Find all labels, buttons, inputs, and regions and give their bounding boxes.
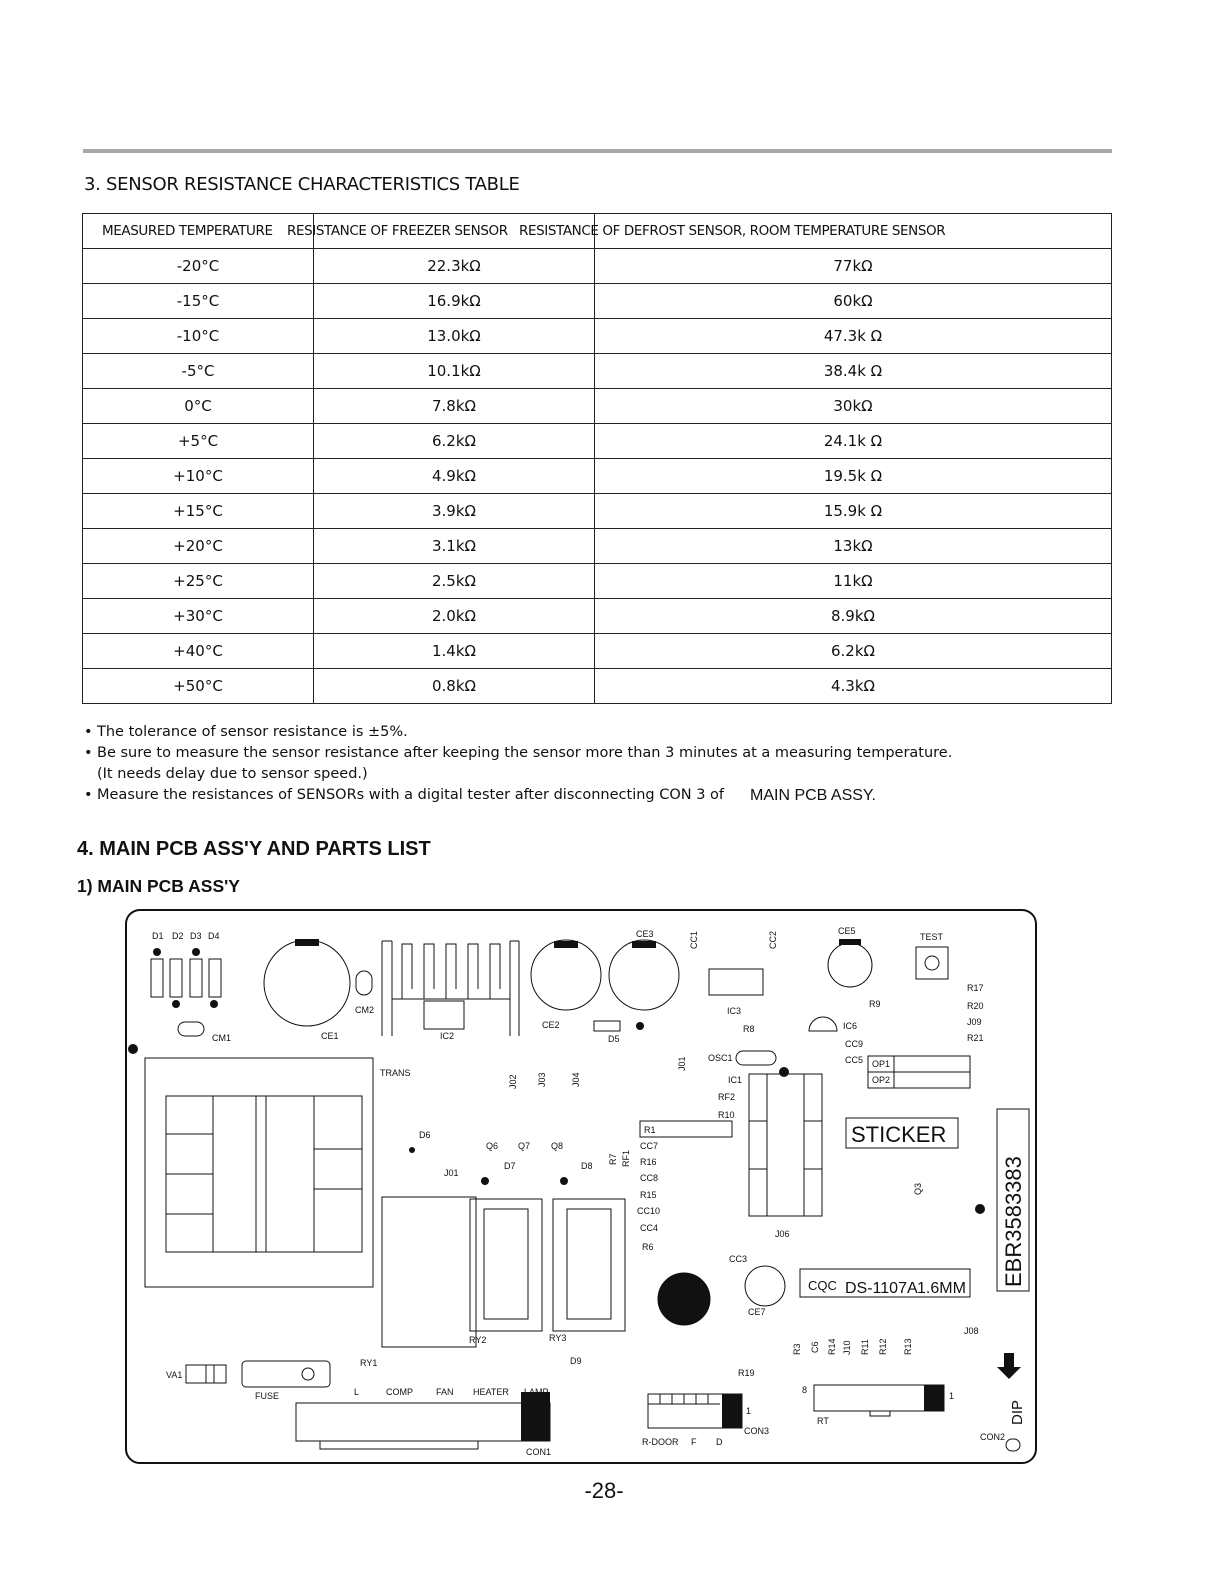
pcb-label-cm1: CM1 <box>212 1033 232 1043</box>
table-row <box>83 459 1112 494</box>
freezer-resistance-cell: 1.4kΩ <box>314 634 595 669</box>
temperature-cell: +20°C <box>83 529 314 564</box>
pcb-label-trans: TRANS <box>380 1068 411 1078</box>
pcb-label-r1: R1 <box>644 1125 656 1135</box>
header-temperature: MEASURED TEMPERATURE <box>83 214 314 249</box>
defrost-resistance-cell: 60kΩ <box>595 284 1112 319</box>
pcb-label-rf2: RF2 <box>718 1092 736 1102</box>
note-measure-delay: • Be sure to measure the sensor resistance after keeping the sensor more than 3 minutes at a measuring temperature. <box>84 743 952 764</box>
table-row <box>83 599 1112 634</box>
freezer-resistance-cell: 3.1kΩ <box>314 529 595 564</box>
pcb-label-rt: RT <box>817 1416 829 1426</box>
table-row <box>83 319 1112 354</box>
sensor-resistance-table <box>82 213 1112 704</box>
temperature-cell: -5°C <box>83 354 314 389</box>
pcb-label-cc9: CC9 <box>845 1039 864 1049</box>
table-row <box>83 284 1112 319</box>
pcb-label-j04: J04 <box>571 1072 581 1087</box>
table-row <box>83 669 1112 704</box>
pcb-label-cm2: CM2 <box>355 1005 375 1015</box>
pcb-label-j06: J06 <box>775 1229 790 1239</box>
pcb-label-r6: R6 <box>642 1242 654 1252</box>
pcb-label-d4: D4 <box>208 931 220 941</box>
defrost-resistance-cell: 24.1k Ω <box>595 424 1112 459</box>
pcb-label-r17: R17 <box>967 983 984 993</box>
pcb-label-cc10: CC10 <box>637 1206 661 1216</box>
pcb-label-fuse: FUSE <box>255 1391 280 1401</box>
pcb-label-con2: CON2 <box>980 1432 1006 1442</box>
table-row <box>83 354 1112 389</box>
pcb-label-cc7: CC7 <box>640 1141 659 1151</box>
freezer-resistance-cell: 4.9kΩ <box>314 459 595 494</box>
pcb-label-j01a: J01 <box>677 1056 687 1071</box>
pcb-label-rt-1: 1 <box>949 1391 955 1401</box>
pcb-label-r12: R12 <box>878 1338 888 1355</box>
note-pcb-ref: MAIN PCB ASSY. <box>750 787 876 804</box>
pcb-label-ic1: IC1 <box>728 1075 743 1085</box>
pcb-label-ry2: RY2 <box>469 1335 487 1345</box>
pcb-label-d9: D9 <box>570 1356 582 1366</box>
defrost-resistance-cell: 19.5k Ω <box>595 459 1112 494</box>
defrost-resistance-cell: 30kΩ <box>595 389 1112 424</box>
pcb-board-thickness: 1.6MM <box>917 1280 966 1297</box>
freezer-resistance-cell: 3.9kΩ <box>314 494 595 529</box>
pcb-label-f: F <box>691 1437 697 1447</box>
pcb-label-ry3: RY3 <box>549 1333 567 1343</box>
pcb-label-rt-8: 8 <box>802 1385 808 1395</box>
pcb-label-cc1: CC1 <box>689 930 699 949</box>
table-row <box>83 424 1112 459</box>
table-header-row <box>83 214 1112 249</box>
pcb-label-r8: R8 <box>743 1024 755 1034</box>
pcb-label-r20: R20 <box>967 1001 984 1011</box>
temperature-cell: +15°C <box>83 494 314 529</box>
header-freezer: RESISTANCE OF FREEZER SENSOR <box>314 214 595 249</box>
pcb-label-j02: J02 <box>508 1074 518 1089</box>
pcb-label-ce7: CE7 <box>748 1307 766 1317</box>
pcb-label-ce5: CE5 <box>838 926 856 936</box>
temperature-cell: +5°C <box>83 424 314 459</box>
freezer-resistance-cell: 6.2kΩ <box>314 424 595 459</box>
pcb-label-ic2: IC2 <box>440 1031 455 1041</box>
temperature-cell: -15°C <box>83 284 314 319</box>
temperature-cell: -20°C <box>83 249 314 284</box>
pcb-label-r9: R9 <box>869 999 881 1009</box>
table-row <box>83 389 1112 424</box>
pcb-label-j01b: J01 <box>444 1168 459 1178</box>
note-disconnect: • Measure the resistances of SENSORs with a digital tester after disconnecting CON 3 of <box>84 785 952 806</box>
temperature-cell: -10°C <box>83 319 314 354</box>
pcb-label-d2: D2 <box>172 931 184 941</box>
pcb-label-l: L <box>354 1387 360 1397</box>
pcb-label-q7: Q7 <box>518 1141 531 1151</box>
freezer-resistance-cell: 22.3kΩ <box>314 249 595 284</box>
pcb-label-ce1: CE1 <box>321 1031 339 1041</box>
note-delay-reason: (It needs delay due to sensor speed.) <box>97 766 368 782</box>
pcb-label-r16: R16 <box>640 1157 657 1167</box>
pcb-label-comp: COMP <box>386 1387 413 1397</box>
pcb-label-op2: OP2 <box>872 1075 891 1085</box>
pcb-label-con1: CON1 <box>526 1447 552 1457</box>
pcb-label-j10: J10 <box>842 1340 852 1355</box>
pcb-sticker-label: STICKER <box>851 1122 947 1147</box>
pcb-model-number: EBR3583383 <box>1001 1156 1026 1287</box>
pcb-label-fan: FAN <box>436 1387 454 1397</box>
defrost-resistance-cell: 77kΩ <box>595 249 1112 284</box>
defrost-resistance-cell: 47.3k Ω <box>595 319 1112 354</box>
pcb-label-d6: D6 <box>419 1130 431 1140</box>
pcb-label-r15: R15 <box>640 1190 657 1200</box>
note-tolerance: • The tolerance of sensor resistance is ±5%. <box>84 722 952 743</box>
pcb-label-heater: HEATER <box>473 1387 509 1397</box>
defrost-resistance-cell: 11kΩ <box>595 564 1112 599</box>
freezer-resistance-cell: 0.8kΩ <box>314 669 595 704</box>
pcb-label-j08: J08 <box>964 1326 979 1336</box>
pcb-label-j03: J03 <box>537 1072 547 1087</box>
pcb-label-cc2: CC2 <box>768 930 778 949</box>
temperature-cell: +50°C <box>83 669 314 704</box>
pcb-label-ic3: IC3 <box>727 1006 742 1016</box>
defrost-resistance-cell: 13kΩ <box>595 529 1112 564</box>
pcb-label-j09: J09 <box>967 1017 982 1027</box>
pcb-label-q3: Q3 <box>913 1182 923 1195</box>
pcb-label-d7: D7 <box>504 1161 516 1171</box>
pcb-label-test: TEST <box>920 932 944 942</box>
freezer-resistance-cell: 7.8kΩ <box>314 389 595 424</box>
pcb-label-d1: D1 <box>152 931 164 941</box>
pcb-label-d3: D3 <box>190 931 202 941</box>
pcb-label-r13: R13 <box>903 1338 913 1355</box>
temperature-cell: 0°C <box>83 389 314 424</box>
pcb-label-q8: Q8 <box>551 1141 564 1151</box>
pcb-label-c6: C6 <box>810 1341 820 1353</box>
table-row <box>83 634 1112 669</box>
temperature-cell: +40°C <box>83 634 314 669</box>
section-4-title: 4. MAIN PCB ASS'Y AND PARTS LIST <box>77 838 431 860</box>
pcb-dip-label: DIP <box>1009 1399 1026 1425</box>
pcb-label-r3: R3 <box>792 1343 802 1355</box>
freezer-resistance-cell: 2.5kΩ <box>314 564 595 599</box>
pcb-label-ry1: RY1 <box>360 1358 378 1368</box>
top-rule <box>83 149 1112 153</box>
pcb-cqc-mark: CQC <box>808 1278 837 1293</box>
pcb-label-cc4: CC4 <box>640 1223 659 1233</box>
pcb-label-r19: R19 <box>738 1368 755 1378</box>
pcb-label-con3-pin: 1 <box>746 1406 752 1416</box>
defrost-resistance-cell: 6.2kΩ <box>595 634 1112 669</box>
pcb-board-code: DS-1107A <box>845 1280 918 1297</box>
pcb-label-r7: R7 <box>608 1153 618 1165</box>
pcb-label-rf1: RF1 <box>621 1149 631 1167</box>
freezer-resistance-cell: 2.0kΩ <box>314 599 595 634</box>
pcb-label-rdoor: R-DOOR <box>642 1437 679 1447</box>
section-3-title: 3. SENSOR RESISTANCE CHARACTERISTICS TABLE <box>84 174 520 195</box>
pcb-label-cc8: CC8 <box>640 1173 659 1183</box>
section-4-subtitle: 1) MAIN PCB ASS'Y <box>77 876 240 896</box>
pcb-label-con3: CON3 <box>744 1426 770 1436</box>
pcb-label-va1: VA1 <box>166 1370 183 1380</box>
pcb-label-ic6: IC6 <box>843 1021 858 1031</box>
pcb-label-r11: R11 <box>860 1339 870 1355</box>
pcb-label-r14: R14 <box>827 1338 837 1355</box>
pcb-label-lamp: LAMP <box>524 1387 549 1397</box>
pcb-label-q6: Q6 <box>486 1141 499 1151</box>
temperature-cell: +10°C <box>83 459 314 494</box>
pcb-label-cc3: CC3 <box>729 1254 748 1264</box>
pcb-label-cc5: CC5 <box>845 1055 864 1065</box>
pcb-label-ce2: CE2 <box>542 1020 560 1030</box>
page-number: -28- <box>584 1478 624 1503</box>
temperature-cell: +30°C <box>83 599 314 634</box>
pcb-label-op1: OP1 <box>872 1059 891 1069</box>
table-row <box>83 529 1112 564</box>
defrost-resistance-cell: 8.9kΩ <box>595 599 1112 634</box>
pcb-label-r21: R21 <box>967 1033 984 1043</box>
main-pcb-diagram <box>124 909 1038 1465</box>
header-defrost: RESISTANCE OF DEFROST SENSOR, ROOM TEMPERATURE SENSOR <box>595 214 1112 249</box>
pcb-label-r10: R10 <box>718 1110 735 1120</box>
temperature-cell: +25°C <box>83 564 314 599</box>
freezer-resistance-cell: 16.9kΩ <box>314 284 595 319</box>
table-row <box>83 564 1112 599</box>
freezer-resistance-cell: 13.0kΩ <box>314 319 595 354</box>
table-row <box>83 494 1112 529</box>
freezer-resistance-cell: 10.1kΩ <box>314 354 595 389</box>
table-row <box>83 249 1112 284</box>
pcb-label-d8: D8 <box>581 1161 593 1171</box>
pcb-label-d: D <box>716 1437 723 1447</box>
defrost-resistance-cell: 15.9k Ω <box>595 494 1112 529</box>
pcb-label-ce3: CE3 <box>636 929 654 939</box>
defrost-resistance-cell: 4.3kΩ <box>595 669 1112 704</box>
pcb-label-d5: D5 <box>608 1034 620 1044</box>
pcb-label-osc1: OSC1 <box>708 1053 733 1063</box>
defrost-resistance-cell: 38.4k Ω <box>595 354 1112 389</box>
